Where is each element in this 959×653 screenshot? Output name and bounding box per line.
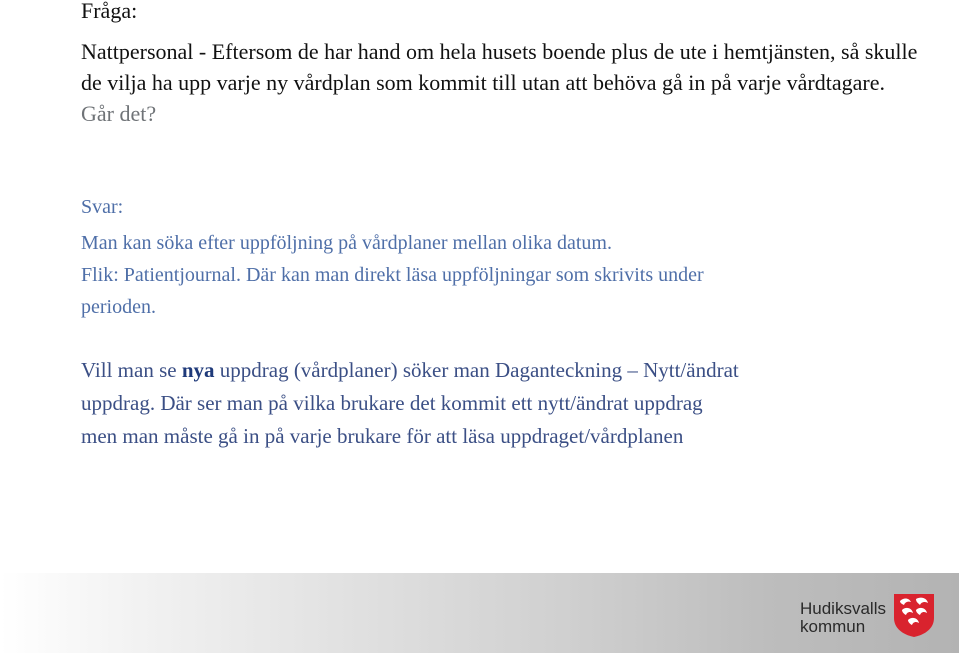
logo-line-2: kommun	[800, 617, 866, 636]
answer-line-1: Man kan söka efter uppföljning på vårdplaner mellan olika datum.	[81, 232, 612, 254]
extra-line-1	[81, 354, 931, 387]
answer-heading: Svar:	[81, 196, 124, 218]
municipality-logo-text	[800, 600, 886, 636]
question-line-3a: utan att behöva gå in på varje vårdtagare.	[522, 70, 885, 95]
coat-of-arms-icon	[892, 592, 936, 638]
logo-line-1: Hudiksvalls	[800, 599, 886, 618]
question-line-2: hemtjänsten, så skulle de vilja ha upp varje ny vårdplan som kommit till	[81, 39, 918, 95]
extra-line-1-bold: nya	[181, 358, 215, 382]
answer-line-2: Flik: Patientjournal. Där kan man direkt läsa uppföljningar som skrivits under	[81, 264, 704, 286]
extra-line-1-prefix: Vill man se	[81, 358, 182, 382]
extra-info-text	[81, 354, 931, 453]
extra-line-1-suffix: uppdrag (vårdplaner) söker man Daganteckning – Nytt/ändrat	[214, 358, 739, 382]
answer-line-3: perioden.	[81, 296, 156, 318]
question-text	[81, 36, 921, 129]
extra-line-3: men man måste gå in på varje brukare för att läsa uppdraget/vårdplanen	[81, 424, 684, 448]
question-line-3b: Går det?	[81, 101, 157, 126]
question-line-1: Nattpersonal - Eftersom de har hand om hela husets boende plus de ute i	[81, 39, 719, 64]
extra-line-2: uppdrag. Där ser man på vilka brukare det kommit ett nytt/ändrat uppdrag	[81, 391, 703, 415]
answer-text	[81, 227, 921, 323]
question-heading: Fråga:	[81, 0, 138, 23]
